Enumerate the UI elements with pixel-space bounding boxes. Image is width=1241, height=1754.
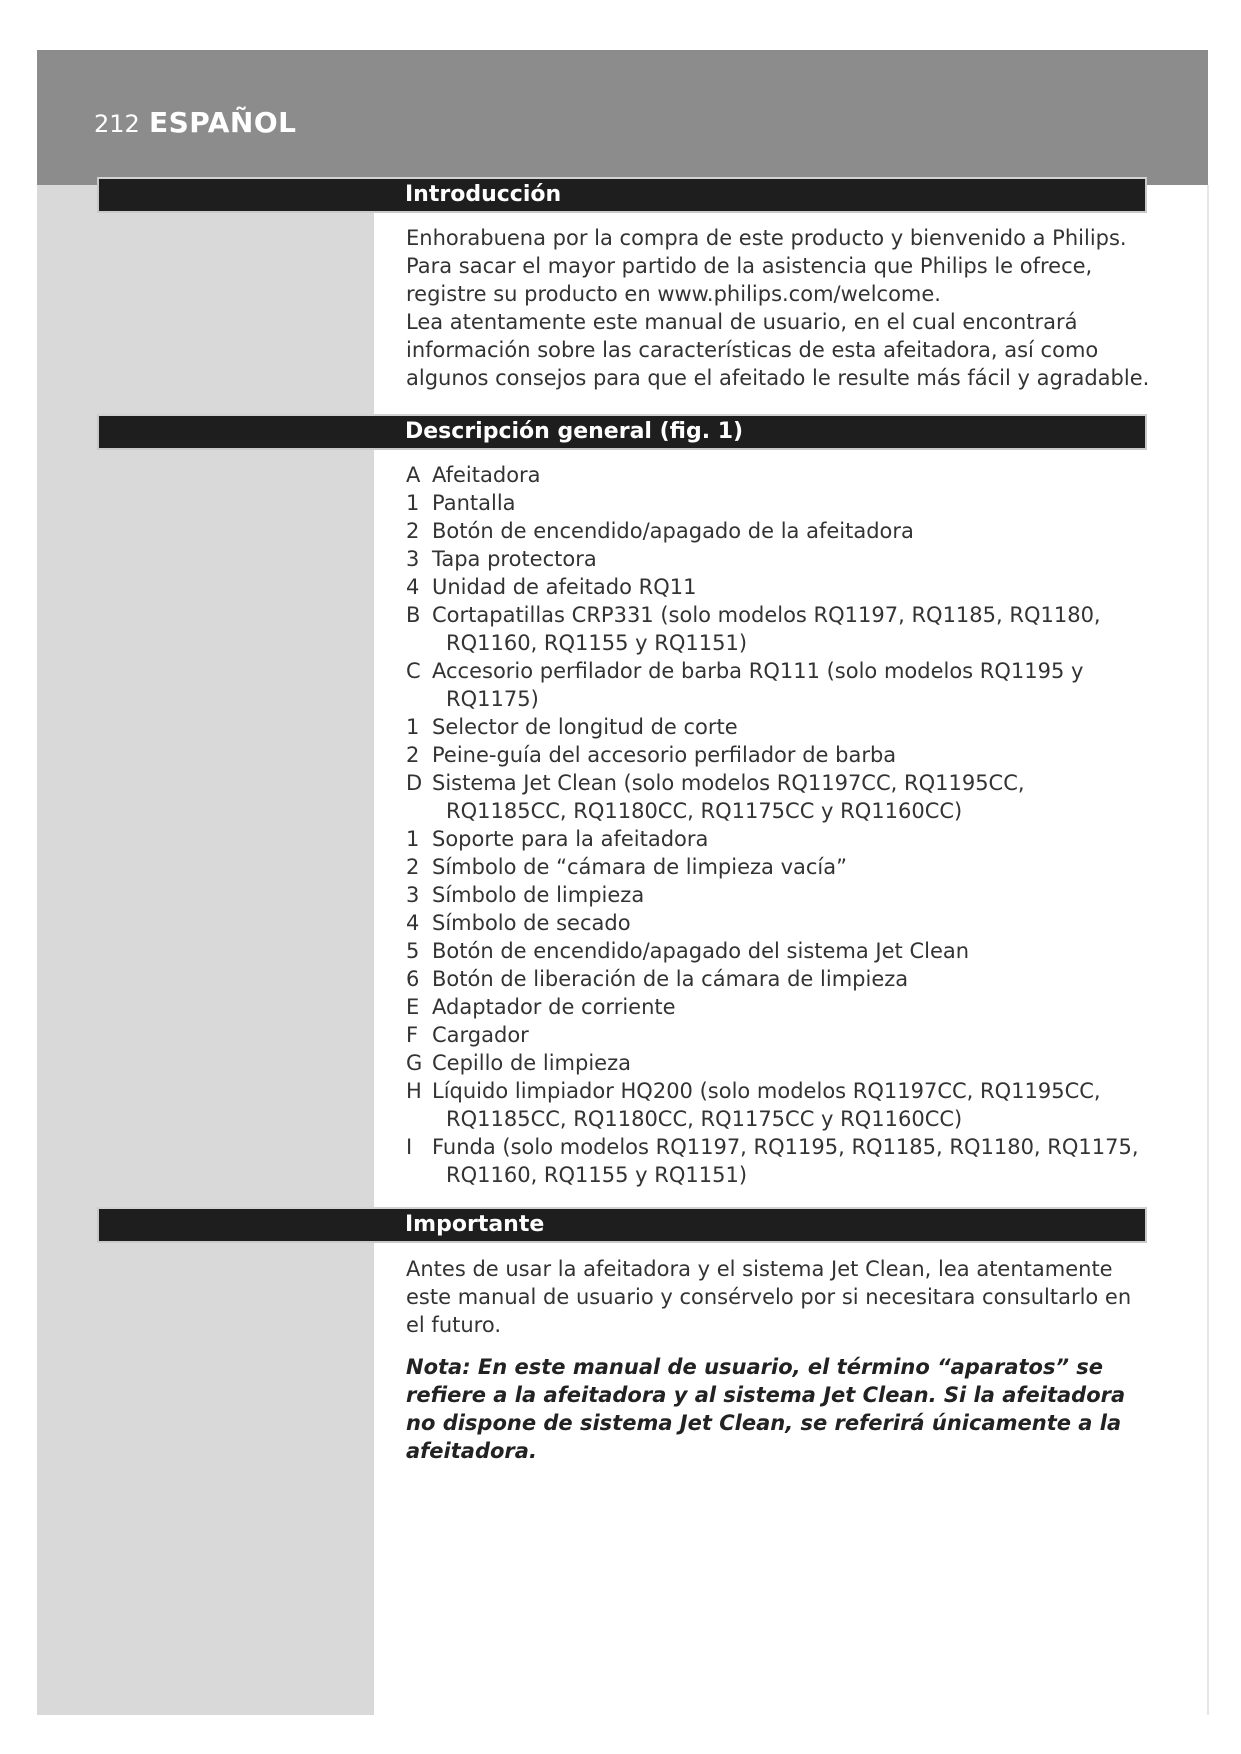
list-item-continuation: RQ1185CC, RQ1180CC, RQ1175CC y RQ1160CC) <box>446 799 963 823</box>
list-item <box>406 657 1156 713</box>
list-item-key: 3 <box>406 547 420 571</box>
list-item-text: Pantalla <box>432 491 516 515</box>
list-item-key: 6 <box>406 967 420 991</box>
right-margin-rule <box>1207 185 1209 1715</box>
list-item <box>406 713 1156 741</box>
list-item <box>406 517 1156 545</box>
section-bar-intro <box>97 177 1147 213</box>
list-item-key: 4 <box>406 911 420 935</box>
list-item-text: Símbolo de secado <box>432 911 631 935</box>
important-paragraph-1: Antes de usar la afeitadora y el sistema Jet Clean, lea atentamente este manual de usuario y consérvelo por si necesitara consultarlo en el futuro. <box>406 1257 1132 1337</box>
list-item-key: E <box>406 995 420 1019</box>
list-item <box>406 1077 1156 1133</box>
section-bar-important <box>97 1207 1147 1243</box>
list-item-key: 2 <box>406 743 420 767</box>
list-item-continuation: RQ1160, RQ1155 y RQ1151) <box>446 1163 748 1187</box>
list-item-key: F <box>406 1023 419 1047</box>
list-item-text: Adaptador de corriente <box>432 995 676 1019</box>
list-item-continuation: RQ1185CC, RQ1180CC, RQ1175CC y RQ1160CC) <box>446 1107 963 1131</box>
list-item-text: Cargador <box>432 1023 529 1047</box>
list-item-text: Sistema Jet Clean (solo modelos RQ1197CC, RQ1195CC, <box>432 771 1025 795</box>
list-item-text: Símbolo de “cámara de limpieza vacía” <box>432 855 848 879</box>
list-item-key: G <box>406 1051 423 1075</box>
list-item <box>406 1049 1156 1077</box>
list-item <box>406 965 1156 993</box>
important-content <box>406 1255 1156 1465</box>
list-item <box>406 741 1156 769</box>
list-item-key: 3 <box>406 883 420 907</box>
list-item <box>406 573 1156 601</box>
language-heading: ESPAÑOL <box>149 106 297 139</box>
list-item <box>406 601 1156 657</box>
list-item <box>406 825 1156 853</box>
list-item-key: B <box>406 603 421 627</box>
list-item <box>406 937 1156 965</box>
list-item-text: Selector de longitud de corte <box>432 715 738 739</box>
list-item-text: Funda (solo modelos RQ1197, RQ1195, RQ1185, RQ1180, RQ1175, <box>432 1135 1139 1159</box>
list-item <box>406 909 1156 937</box>
list-item-continuation: RQ1160, RQ1155 y RQ1151) <box>446 631 748 655</box>
list-item-text: Accesorio perfilador de barba RQ111 (solo modelos RQ1195 y <box>432 659 1084 683</box>
list-item <box>406 489 1156 517</box>
list-item-key: 2 <box>406 855 420 879</box>
list-item-continuation: RQ1175) <box>446 687 539 711</box>
important-note: Nota: En este manual de usuario, el término “aparatos” se refiere a la afeitadora y al sistema Jet Clean. Si la afeitadora no dispone de sistema Jet Clean, se referirá únicamente a la afeitadora. <box>406 1355 1126 1463</box>
list-item <box>406 769 1156 825</box>
list-item-text: Peine-guía del accesorio perfilador de barba <box>432 743 897 767</box>
list-item-text: Botón de encendido/apagado de la afeitadora <box>432 519 914 543</box>
page-number: 212 <box>94 110 140 138</box>
list-item-key: 1 <box>406 827 420 851</box>
list-item <box>406 881 1156 909</box>
list-item-text: Líquido limpiador HQ200 (solo modelos RQ1197CC, RQ1195CC, <box>432 1079 1101 1103</box>
section-bar-overview <box>97 414 1147 450</box>
list-item <box>406 461 1156 489</box>
intro-paragraph-2: Lea atentamente este manual de usuario, en el cual encontrará información sobre las características de esta afeitadora, así como algunos consejos para que el afeitado le resulte más fácil y agradable. <box>406 310 1150 390</box>
list-item <box>406 853 1156 881</box>
list-item-key: C <box>406 659 421 683</box>
section-title-overview: Descripción general (fig. 1) <box>405 419 744 444</box>
list-item-text: Cortapatillas CRP331 (solo modelos RQ1197, RQ1185, RQ1180, <box>432 603 1101 627</box>
list-item <box>406 545 1156 573</box>
list-item-key: A <box>406 463 421 487</box>
section-title-intro: Introducción <box>405 182 562 207</box>
intro-content <box>406 224 1156 392</box>
intro-paragraph-1: Enhorabuena por la compra de este producto y bienvenido a Philips. Para sacar el mayor partido de la asistencia que Philips le ofrece, registre su producto en www.philips.com/welcome. <box>406 226 1127 306</box>
list-item-text: Unidad de afeitado RQ11 <box>432 575 697 599</box>
list-item-key: I <box>406 1135 413 1159</box>
list-item-key: H <box>406 1079 422 1103</box>
list-item <box>406 1133 1156 1189</box>
header-band <box>37 50 1208 185</box>
section-title-important: Importante <box>405 1212 545 1237</box>
list-item-key: 2 <box>406 519 420 543</box>
list-item-key: D <box>406 771 423 795</box>
list-item-text: Afeitadora <box>432 463 541 487</box>
list-item-text: Símbolo de limpieza <box>432 883 645 907</box>
list-item-key: 5 <box>406 939 420 963</box>
list-item <box>406 1021 1156 1049</box>
list-item-text: Botón de encendido/apagado del sistema Jet Clean <box>432 939 970 963</box>
list-item-text: Cepillo de limpieza <box>432 1051 631 1075</box>
list-item-text: Soporte para la afeitadora <box>432 827 709 851</box>
list-item-text: Botón de liberación de la cámara de limpieza <box>432 967 909 991</box>
list-item-key: 4 <box>406 575 420 599</box>
list-item <box>406 993 1156 1021</box>
list-item-key: 1 <box>406 715 420 739</box>
overview-list <box>406 461 1156 1189</box>
list-item-key: 1 <box>406 491 420 515</box>
list-item-text: Tapa protectora <box>432 547 597 571</box>
